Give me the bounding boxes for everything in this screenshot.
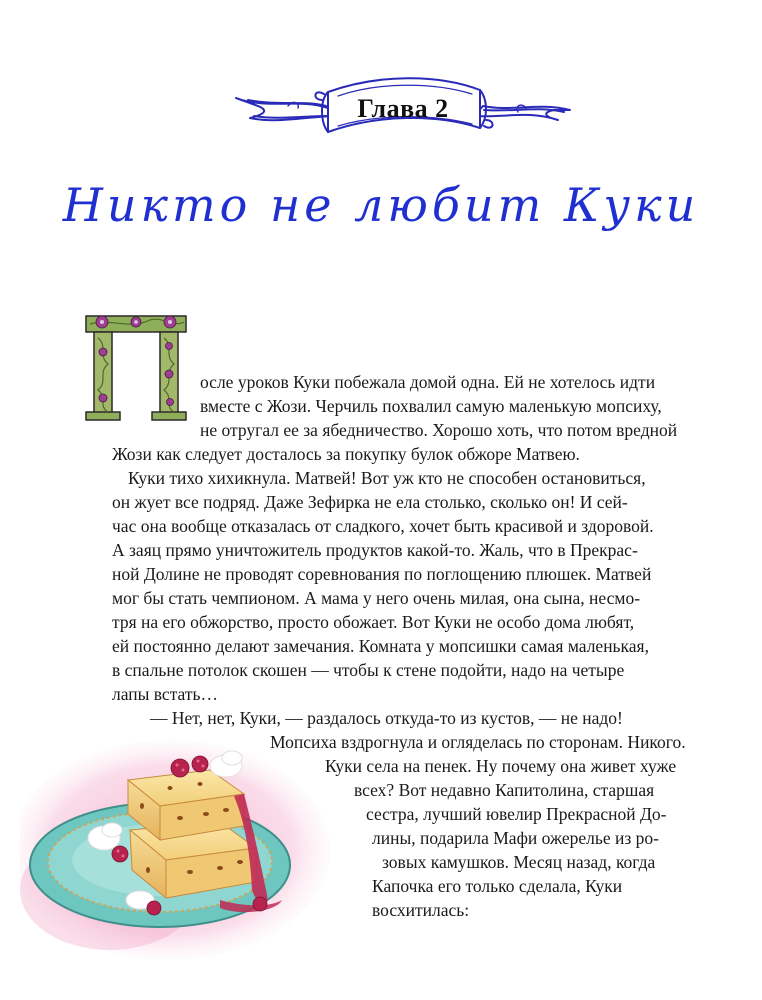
text-line: тря на его обжорство, просто обожает. Вот Куки не особо дома любят, xyxy=(112,612,635,632)
chapter-label: Глава 2 xyxy=(357,94,449,123)
text-line: осле уроков Куки побежала домой одна. Ей не хотелось идти xyxy=(200,372,656,392)
chapter-title: Никто не любит Куки xyxy=(62,178,700,232)
text-line: ной Долине не проводят соревнования по поглощению плюшек. Матвей xyxy=(112,564,652,584)
text-line: Куки тихо хихикнула. Матвей! Вот уж кто не способен остановиться, xyxy=(128,468,646,488)
cake-illustration xyxy=(20,730,350,960)
text-line: вместе с Жози. Черчиль похвалил самую маленькую мопсиху, xyxy=(200,396,662,416)
cake-plate-illustration xyxy=(20,730,350,960)
dropcap xyxy=(80,312,192,424)
text-line: Куки села на пенек. Ну почему она живет хуже xyxy=(325,756,677,776)
text-line: лапы встать… xyxy=(112,684,218,704)
text-line: в спальне потолок скошен — чтобы к стене подойти, надо на четыре xyxy=(112,660,625,680)
text-line: час она вообще отказалась от сладкого, хочет быть красивой и здоровой. xyxy=(112,516,654,536)
text-line: сестра, лучший ювелир Прекрасной До- xyxy=(366,804,667,824)
text-line: зовых камушков. Месяц назад, когда xyxy=(382,852,656,872)
text-line: Капочка его только сделала, Куки xyxy=(372,876,623,896)
text-line: он жует все подряд. Даже Зефирка не ела столько, сколько он! И сей- xyxy=(112,492,628,512)
text-line: — Нет, нет, Куки, — раздалось откуда-то из кустов, — не надо! xyxy=(150,708,623,728)
text-line: ей постоянно делают замечания. Комната у мопсишки самая маленькая, xyxy=(112,636,649,656)
text-line: Жози как следует досталось за покупку булок обжоре Матвею. xyxy=(112,444,580,464)
text-line: А заяц прямо уничтожитель продуктов какой-то. Жаль, что в Прекрас- xyxy=(112,540,638,560)
text-line: восхитилась: xyxy=(372,900,470,920)
text-line: не отругал ее за ябедничество. Хорошо хоть, что потом вредной xyxy=(200,420,678,440)
floral-dropcap-icon xyxy=(80,312,192,424)
chapter-banner xyxy=(228,70,578,150)
text-line: мог бы стать чемпионом. А мама у него очень милая, она сына, несмо- xyxy=(112,588,641,608)
text-line: всех? Вот недавно Капитолина, старшая xyxy=(354,780,655,800)
text-line: лины, подарила Мафи ожерелье из ро- xyxy=(372,828,659,848)
text-line: Мопсиха вздрогнула и огляделась по сторонам. Никого. xyxy=(270,732,686,752)
